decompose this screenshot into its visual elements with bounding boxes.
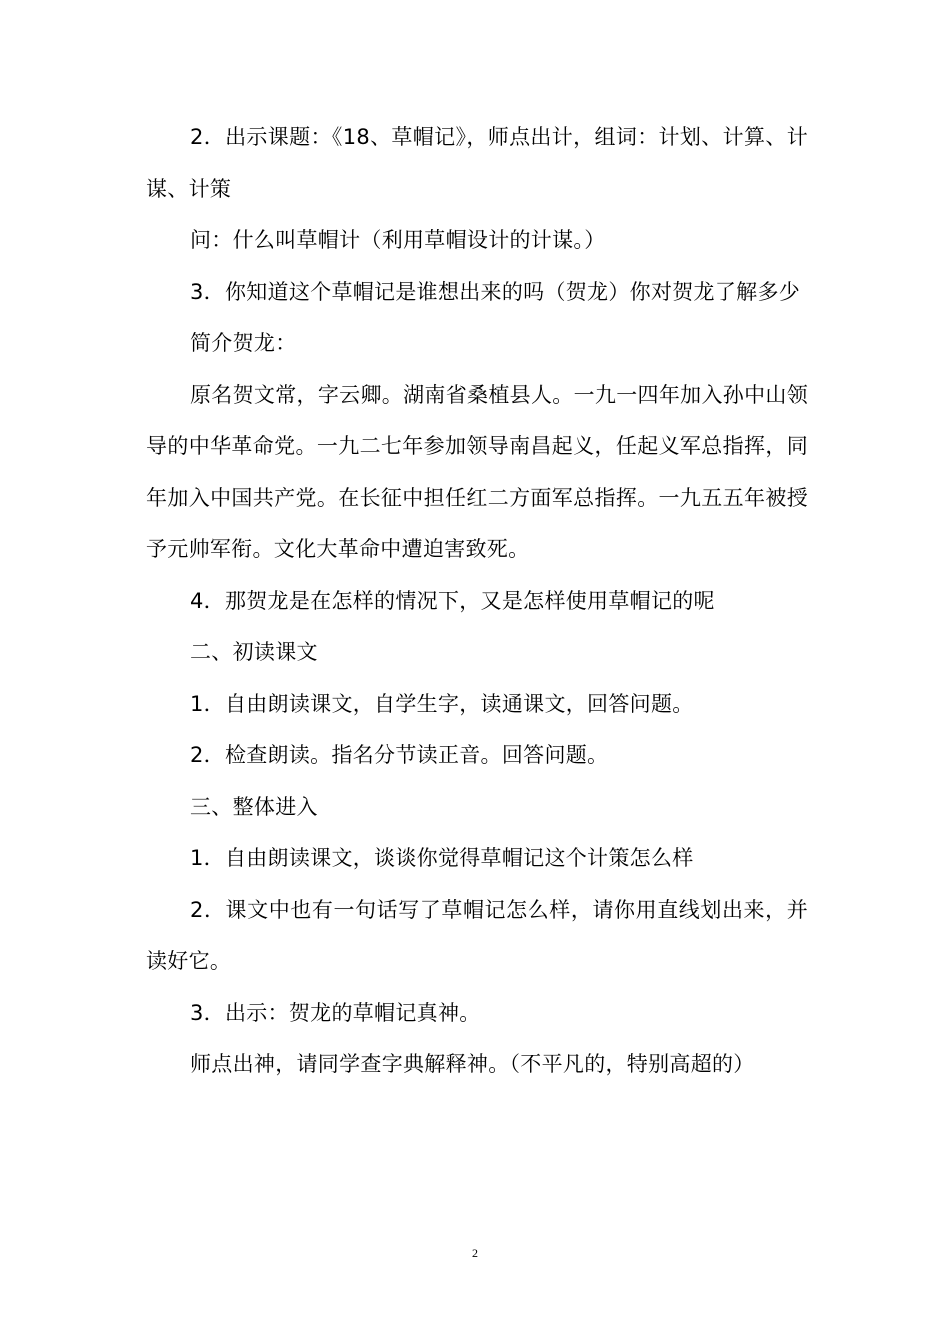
paragraph: 2．出示课题：《18、草帽记》，师点出计，组词：计划、计算、计谋、计策 [146,125,808,201]
paragraph: 4．那贺龙是在怎样的情况下，又是怎样使用草帽记的呢 [190,588,715,613]
paragraph: 师点出神，请同学查字典解释神。（不平凡的，特别高超的） [190,1052,755,1076]
paragraph: 3．你知道这个草帽记是谁想出来的吗（贺龙）你对贺龙了解多少 [190,279,801,304]
paragraph: 简介贺龙： [190,331,297,355]
paragraph: 2．课文中也有一句话写了草帽记怎么样，请你用直线划出来，并读好它。 [146,897,808,973]
paragraph: 问：什么叫草帽计（利用草帽设计的计谋。） [190,228,606,252]
section-heading: 二、初读课文 [190,640,318,664]
section-heading: 三、整体进入 [190,794,318,819]
paragraph: 3．出示：贺龙的草帽记真神。 [190,1000,481,1025]
document-body [146,112,808,1091]
paragraph: 1．自由朗读课文，自学生字，读通课文，回答问题。 [190,691,694,716]
paragraph: 1．自由朗读课文，谈谈你觉得草帽记这个计策怎么样 [190,846,694,870]
paragraph: 原名贺文常，字云卿。湖南省桑植县人。一九一四年加入孙中山领导的中华革命党。一九二七年参加领导南昌起义，任起义军总指挥，同年加入中国共产党。在长征中担任红二方面军总指挥。一九五五年被授予元帅军衔。文化大革命中遭迫害致死。 [146,382,808,561]
page-number: 2 [472,1246,478,1260]
paragraph: 2．检查朗读。指名分节读正音。回答问题。 [190,743,609,767]
